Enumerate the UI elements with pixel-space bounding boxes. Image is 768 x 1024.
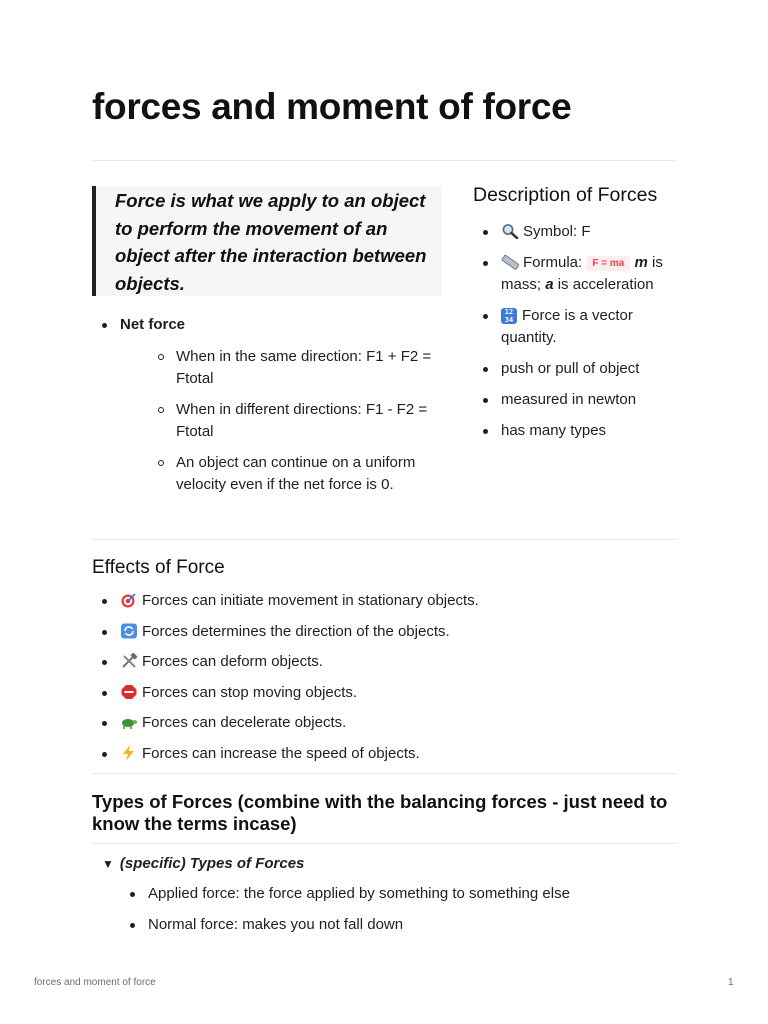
cycle-arrows-icon xyxy=(120,623,138,639)
magnifier-icon xyxy=(501,223,519,239)
list-item: An object can continue on a uniform velocity even if the net force is 0. xyxy=(148,452,442,496)
list-item: Forces can stop moving objects. xyxy=(92,682,677,704)
types-heading: Types of Forces (combine with the balancing forces - just need to know the terms incase) xyxy=(92,791,668,834)
description-heading: Description of Forces xyxy=(473,184,658,206)
list-item: has many types xyxy=(473,420,683,442)
title-divider xyxy=(92,160,677,161)
list-item: Formula: F = ma m is mass; a is acceleration xyxy=(473,252,683,296)
list-item: push or pull of object xyxy=(473,358,683,380)
page-number: 1 xyxy=(728,977,734,988)
net-force-sublist xyxy=(148,346,442,496)
definition-quote: Force is what we apply to an object to perform the movement of an object after the interaction between objects. xyxy=(92,186,442,296)
ruler-icon xyxy=(501,254,519,270)
turtle-icon xyxy=(120,714,138,730)
section-divider xyxy=(92,539,677,540)
section-divider xyxy=(92,773,677,774)
list-item: Normal force: makes you not fall down xyxy=(120,914,677,936)
section-divider xyxy=(92,843,677,844)
types-list xyxy=(120,883,677,945)
list-item: Forces can increase the speed of objects. xyxy=(92,743,677,765)
triangle-down-icon[interactable]: ▼ xyxy=(102,857,114,871)
footer-title: forces and moment of force xyxy=(34,977,156,988)
list-item: Forces can decelerate objects. xyxy=(92,712,677,734)
list-item: Forces determines the direction of the objects. xyxy=(92,621,677,643)
list-item: Applied force: the force applied by something to something else xyxy=(120,883,677,905)
list-item: measured in newton xyxy=(473,389,683,411)
effects-heading: Effects of Force xyxy=(92,557,225,578)
list-item: When in the same direction: F1 + F2 = Ftotal xyxy=(148,346,442,390)
page-title: forces and moment of force xyxy=(92,86,572,127)
list-item: When in different directions: F1 - F2 = Ftotal xyxy=(148,399,442,443)
list-item: Forces can deform objects. xyxy=(92,651,677,673)
list-item: Symbol: F xyxy=(473,221,683,243)
list-item: 12 34 Force is a vector quantity. xyxy=(473,305,683,349)
description-section xyxy=(473,184,683,451)
lightning-icon xyxy=(120,745,138,761)
target-icon xyxy=(120,592,138,608)
types-toggle[interactable] xyxy=(102,855,304,872)
formula-code: F = ma xyxy=(586,256,630,271)
net-force-section xyxy=(92,314,442,505)
list-item xyxy=(92,314,442,496)
list-item: Forces can initiate movement in stationary objects. xyxy=(92,590,677,612)
stop-sign-icon xyxy=(120,684,138,700)
toggle-label: (specific) Types of Forces xyxy=(119,855,305,872)
types-section xyxy=(92,791,677,835)
numbers-icon: 12 34 xyxy=(501,308,517,324)
net-force-label: Net force xyxy=(120,316,186,333)
hammer-wrench-icon xyxy=(120,653,138,669)
effects-section xyxy=(92,557,677,773)
